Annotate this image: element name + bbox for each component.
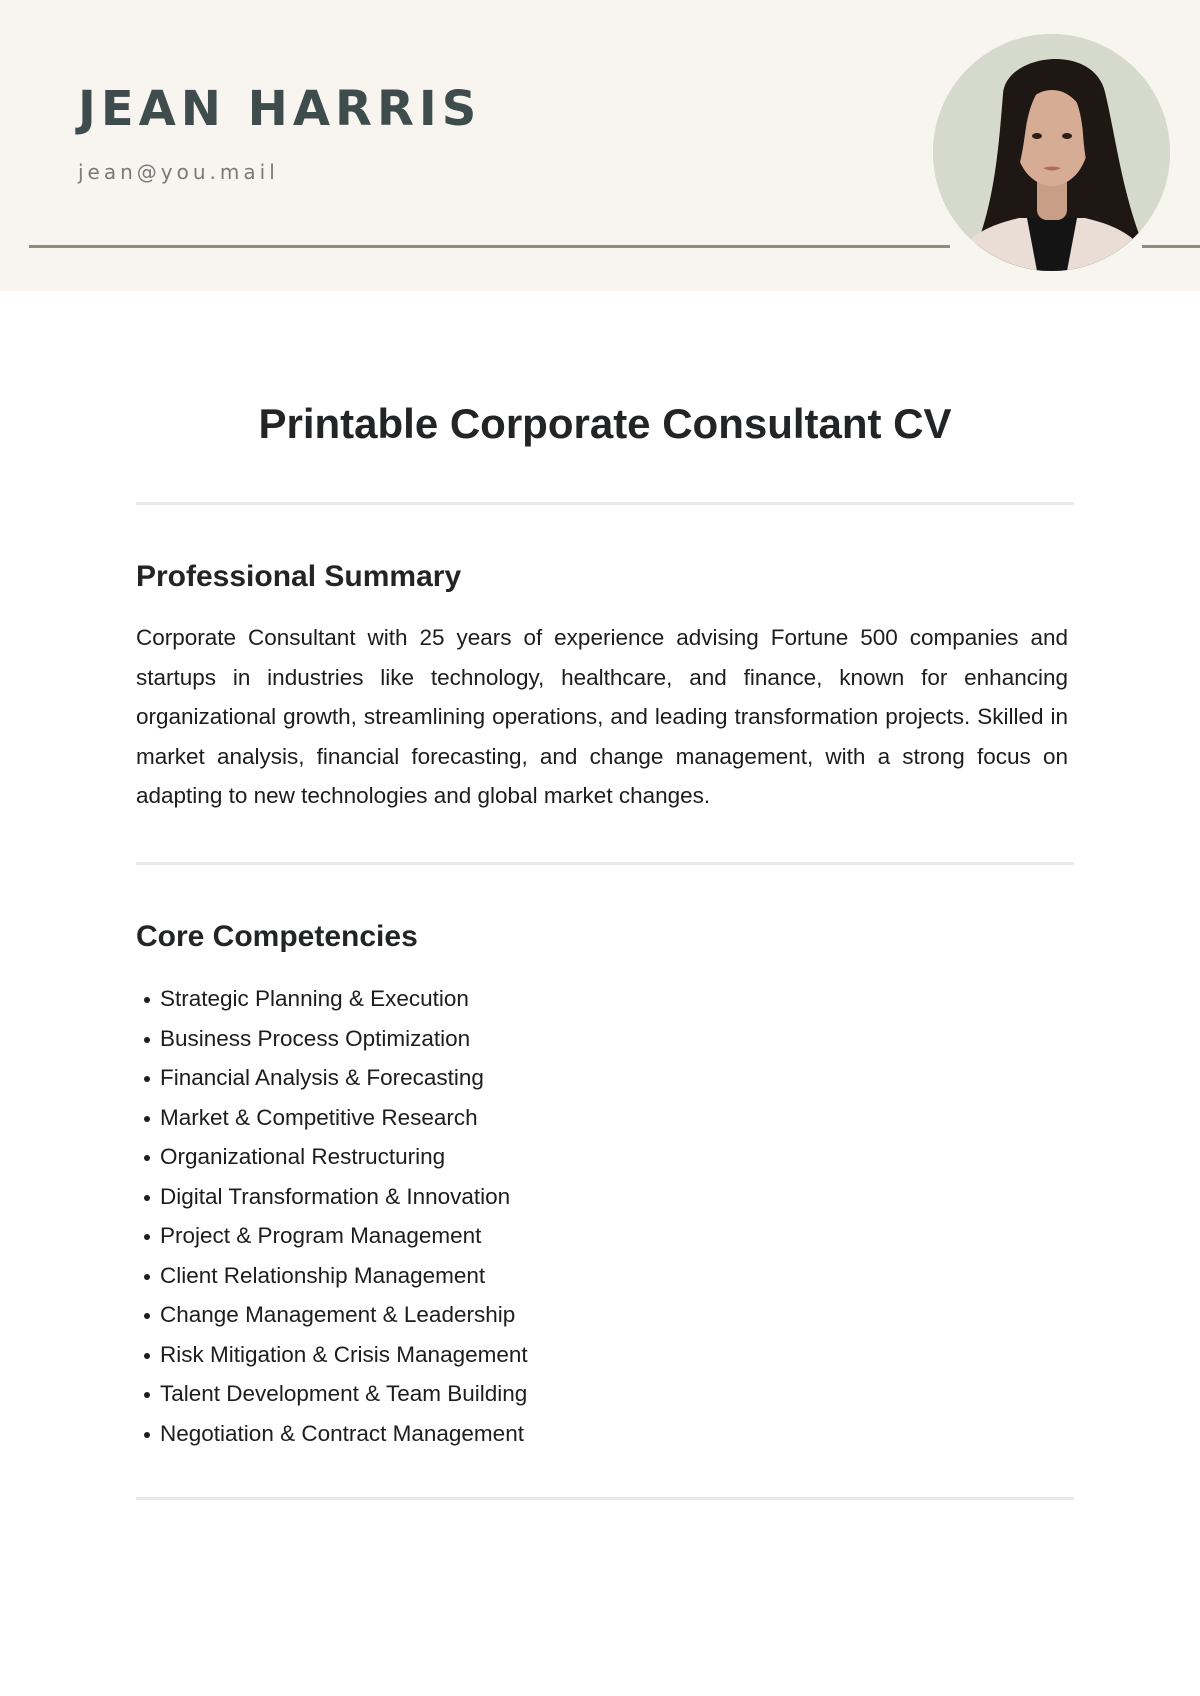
bullet-icon [144, 1313, 150, 1319]
bullet-icon [144, 1353, 150, 1359]
summary-text: Corporate Consultant with 25 years of experience advising Fortune 500 companies and startups in industries like technology, healthcare, and finance, known for enhancing organizational growth, streamlining operations, and leading transformation projects. Skilled in market analysis, financial forecasting, and change management, with a strong focus on adapting to new technologies and global market changes. [136, 625, 1068, 808]
competency-label: Market & Competitive Research [160, 1104, 478, 1130]
bullet-icon [144, 997, 150, 1003]
competency-label: Digital Transformation & Innovation [160, 1183, 511, 1209]
list-item [142, 1374, 528, 1414]
bullet-icon [144, 1155, 150, 1161]
competency-label: Business Process Optimization [160, 1025, 471, 1051]
list-item [142, 1137, 528, 1177]
list-item [142, 979, 528, 1019]
list-item [142, 1256, 528, 1296]
competency-label: Change Management & Leadership [160, 1302, 516, 1327]
competency-label: Strategic Planning & Execution [160, 986, 469, 1011]
header-divider-right [1142, 245, 1200, 248]
bullet-icon [144, 1274, 150, 1280]
bullet-icon [144, 1116, 150, 1122]
list-item [142, 1058, 528, 1098]
bullet-icon [144, 1195, 150, 1201]
competencies-list [142, 979, 528, 1453]
competency-label: Talent Development & Team Building [160, 1381, 528, 1406]
bullet-icon [144, 1037, 150, 1043]
bullet-icon [144, 1076, 150, 1082]
candidate-email: jean@you.mail [78, 160, 279, 184]
competency-label: Organizational Restructuring [160, 1144, 446, 1169]
competency-label: Project & Program Management [160, 1223, 482, 1248]
header-divider-left [29, 245, 950, 248]
list-item [142, 1295, 528, 1335]
section-divider [136, 1497, 1074, 1500]
section-divider [136, 502, 1074, 505]
list-item [142, 1335, 528, 1375]
bullet-icon [144, 1234, 150, 1240]
profile-photo [933, 34, 1170, 271]
competency-label: Risk Mitigation & Crisis Management [160, 1341, 528, 1367]
bullet-icon [144, 1392, 150, 1398]
header-band [0, 0, 1200, 291]
document-title: Printable Corporate Consultant CV [258, 400, 952, 447]
bullet-icon [144, 1432, 150, 1438]
competencies-heading: Core Competencies [136, 920, 418, 953]
competency-label: Client Relationship Management [160, 1262, 486, 1288]
competency-label: Financial Analysis & Forecasting [160, 1065, 484, 1090]
list-item [142, 1216, 528, 1256]
list-item [142, 1019, 528, 1059]
candidate-name: JEAN HARRIS [78, 81, 482, 137]
section-divider [136, 862, 1074, 865]
competency-label: Negotiation & Contract Management [160, 1420, 524, 1446]
list-item [142, 1098, 528, 1138]
profile-photo-illustration [933, 34, 1170, 271]
list-item [142, 1177, 528, 1217]
list-item [142, 1414, 528, 1454]
summary-heading: Professional Summary [136, 560, 462, 593]
